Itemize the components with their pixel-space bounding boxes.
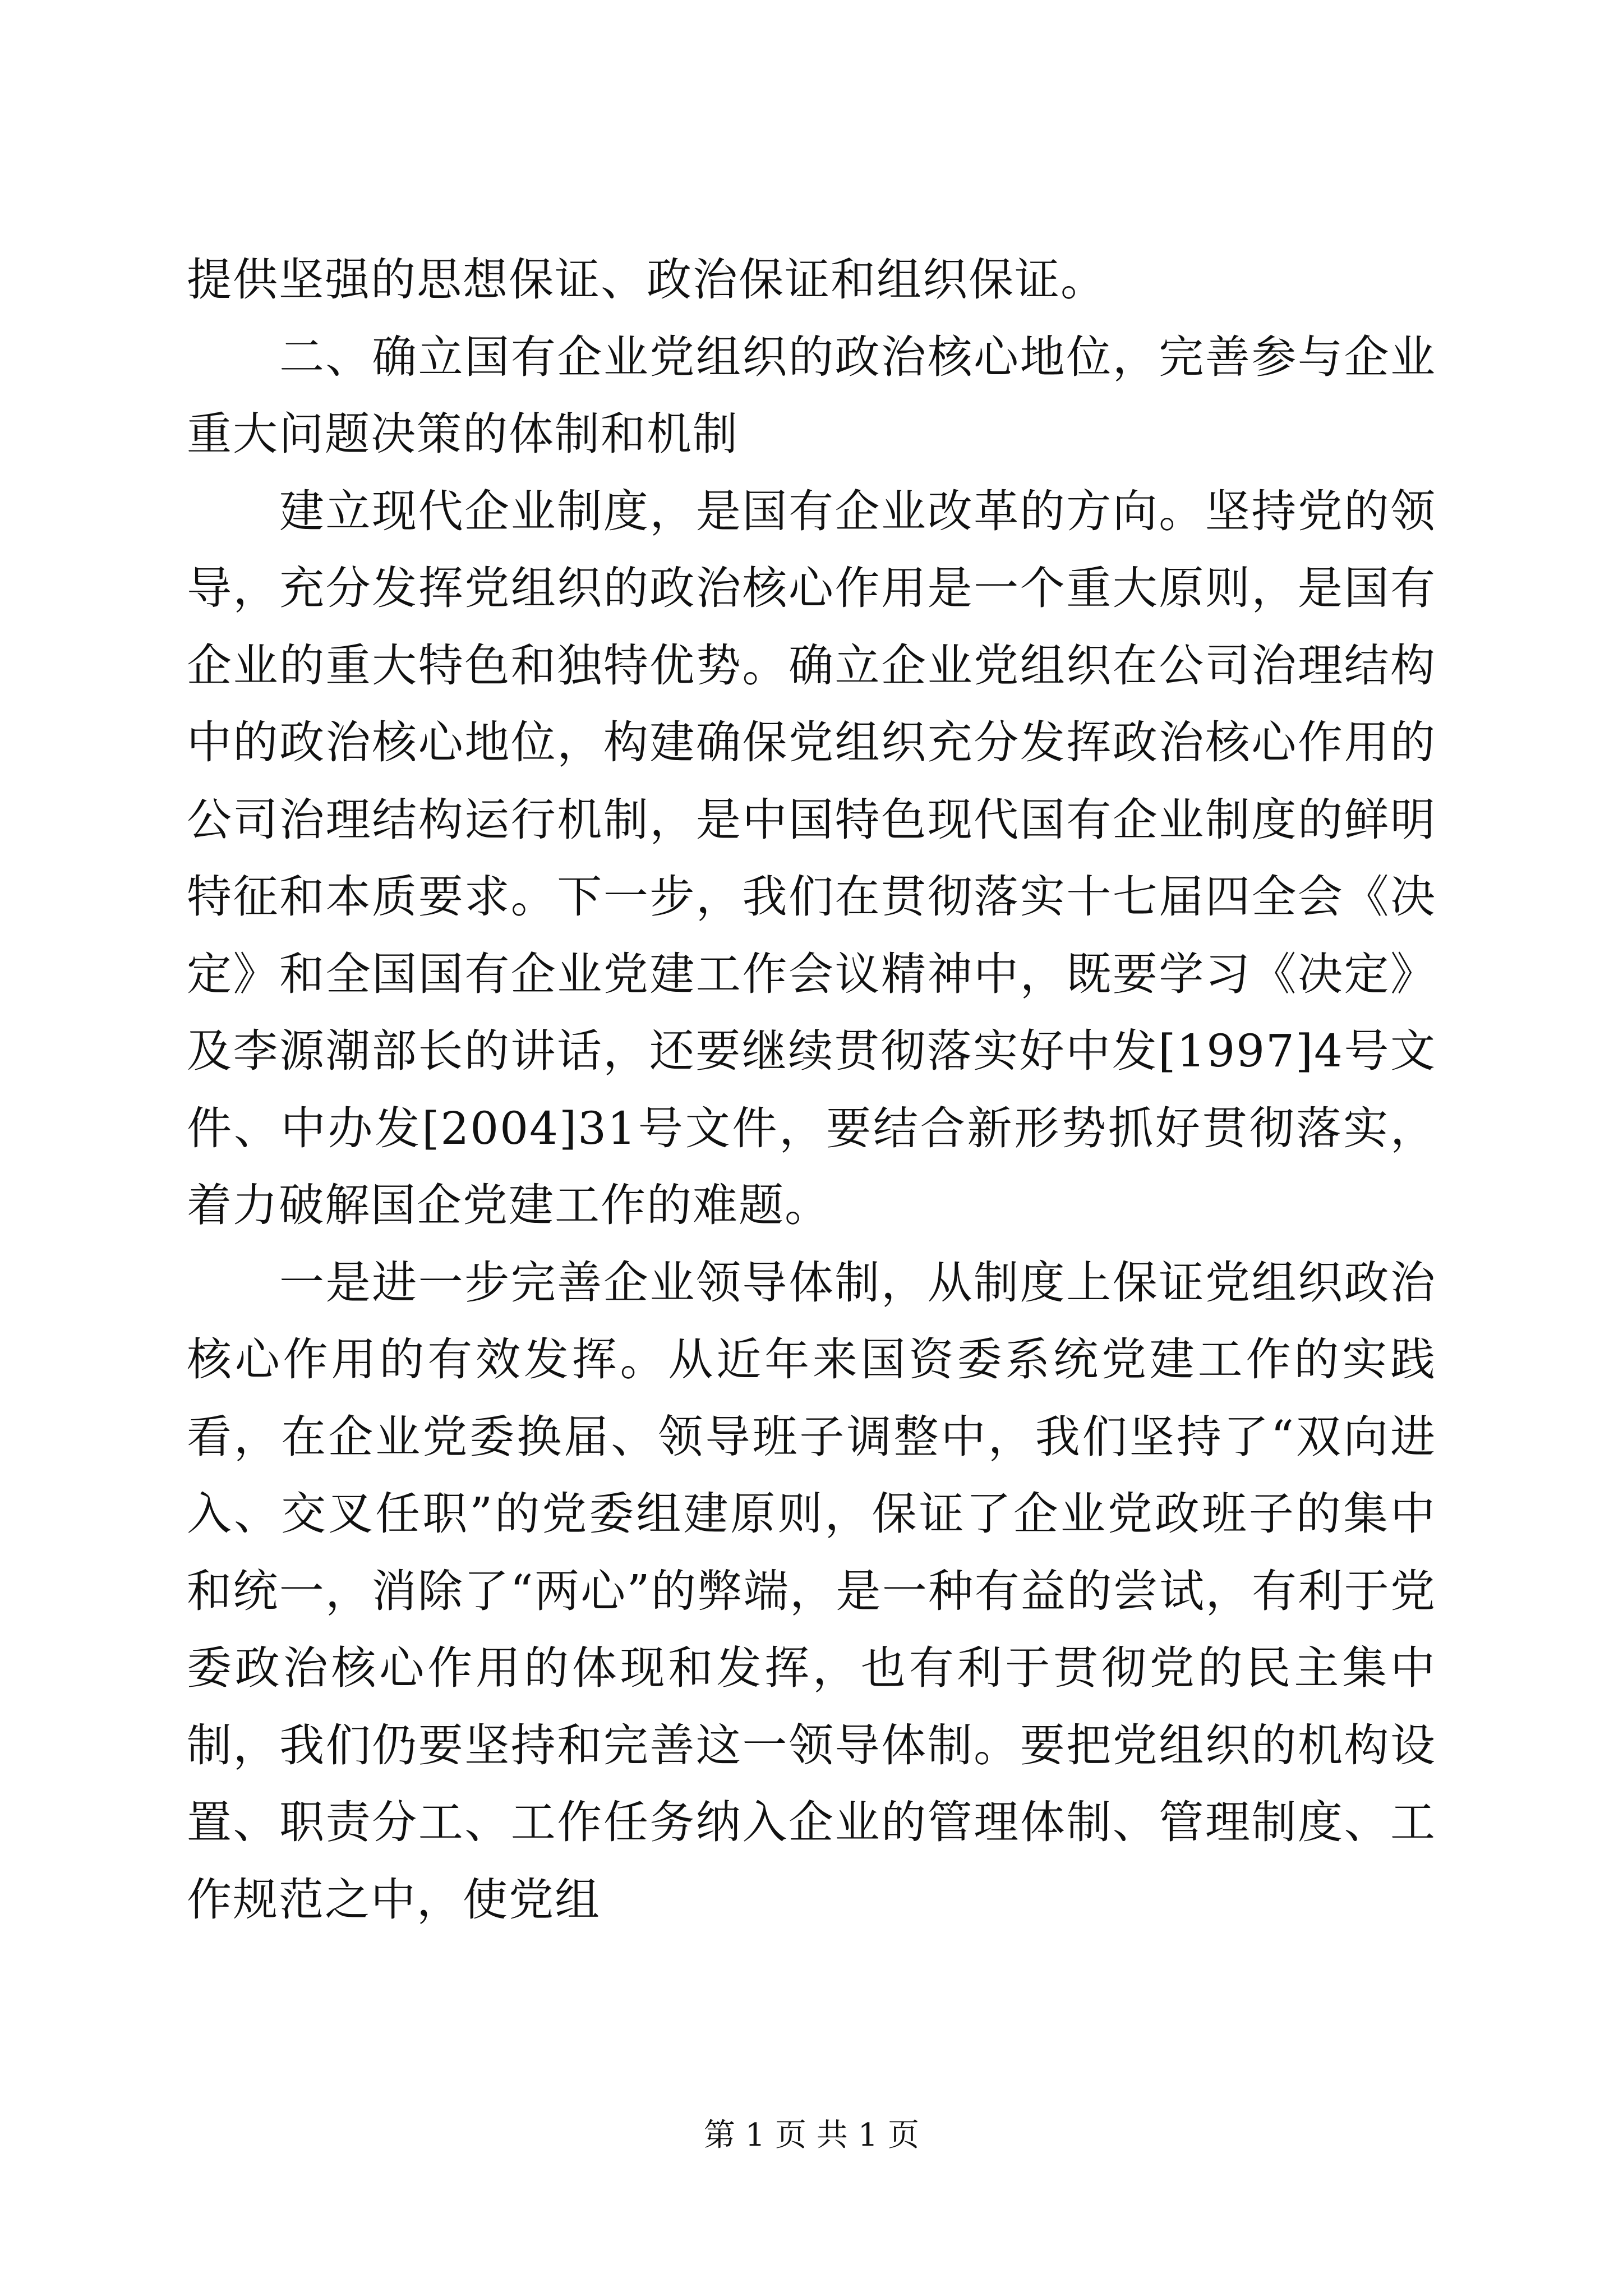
section-heading: 二、确立国有企业党组织的政治核心地位，完善参与企业重大问题决策的体制和机制 xyxy=(187,330,1436,460)
paragraph-leadership-system: 一是进一步完善企业领导体制，从制度上保证党组织政治核心作用的有效发挥。从近年来国资委系统党建工作的实践看，在企业党委换届、领导班子调整中，我们坚持了“双向进入、交叉任职”的党委组建原则，保证了企业党政班子的集中和统一，消除了“两心”的弊端，是一种有益的尝试，有利于党委政治核心作用的体现和发挥，也有利于贯彻党的民主集中制，我们仍要坚持和完善这一领导体制。要把党组织的机构设置、职责分工、工作任务纳入企业的管理体制、管理制度、工作规范之中，使党组 xyxy=(187,1256,1436,1926)
page-footer xyxy=(0,2116,1623,2155)
paragraph-continuation: 提供坚强的思想保证、政治保证和组织保证。 xyxy=(187,254,1106,306)
paragraph-modern-enterprise-system: 建立现代企业制度，是国有企业改革的方向。坚持党的领导，充分发挥党组织的政治核心作用是一个重大原则，是国有企业的重大特色和独特优势。确立企业党组织在公司治理结构中的政治核心地位，构建确保党组织充分发挥政治核心作用的公司治理结构运行机制，是中国特色现代国有企业制度的鲜明特征和本质要求。下一步，我们在贯彻落实十七届四全会《决定》和全国国有企业党建工作会议精神中，既要学习《决定》及李源潮部长的讲话，还要继续贯彻落实好中发[1997]4号文件、中办发[2004]31号文件，要结合新形势抓好贯彻落实，着力破解国企党建工作的难题。 xyxy=(187,485,1436,1231)
page-number-label: 第 1 页 共 1 页 xyxy=(703,2117,920,2154)
document-body xyxy=(187,241,1436,1938)
